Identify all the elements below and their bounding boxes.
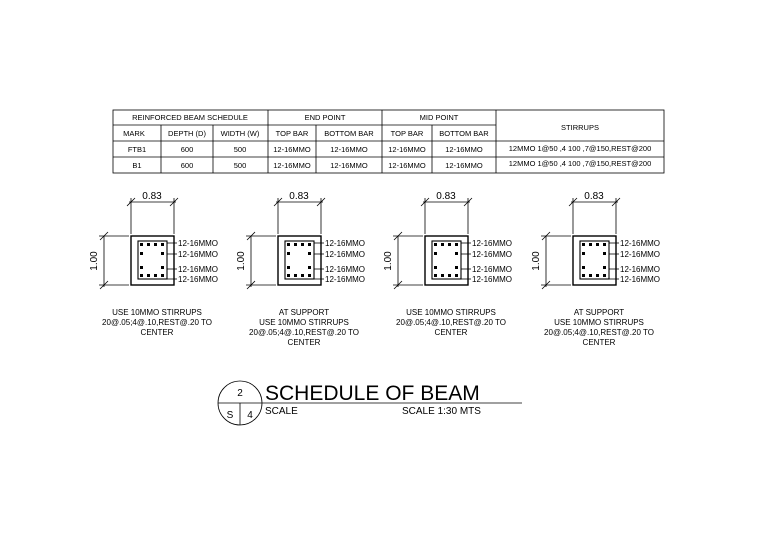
width-dimension: 0.83 xyxy=(584,191,604,202)
row-depth: 600 xyxy=(180,145,194,154)
svg-text:CENTER: CENTER xyxy=(434,328,468,337)
end-top-bar-header: TOP BAR xyxy=(275,129,309,138)
row-depth: 600 xyxy=(180,161,194,170)
section-note xyxy=(544,308,654,347)
mark-header: MARK xyxy=(123,129,145,138)
svg-text:20@.05;4@.10,REST@.20 TO: 20@.05;4@.10,REST@.20 TO xyxy=(249,328,359,337)
scale-label: SCALE xyxy=(265,406,298,417)
row-mark: FTB1 xyxy=(127,145,147,154)
beam-section-detail xyxy=(383,191,512,337)
rebar-dots xyxy=(287,243,311,277)
rebar-dots xyxy=(140,243,164,277)
bar-label: 12-16MMO xyxy=(178,275,219,284)
rebar-dots xyxy=(582,243,606,277)
svg-text:AT SUPPORT: AT SUPPORT xyxy=(278,308,330,317)
svg-text:USE 10MMO STIRRUPS: USE 10MMO STIRRUPS xyxy=(112,308,202,317)
svg-text:20@.05;4@.10,REST@.20 TO: 20@.05;4@.10,REST@.20 TO xyxy=(102,318,212,327)
width-header: WIDTH (W) xyxy=(220,129,260,138)
bar-label: 12-16MMO xyxy=(620,239,661,248)
bar-label: 12-16MMO xyxy=(325,250,366,259)
width-dimension: 0.83 xyxy=(142,191,162,202)
svg-text:USE 10MMO STIRRUPS: USE 10MMO STIRRUPS xyxy=(259,318,349,327)
section-note xyxy=(249,308,359,347)
scale-value: SCALE 1:30 MTS xyxy=(402,406,481,417)
table-row xyxy=(132,159,651,170)
section-note xyxy=(102,308,212,337)
width-dimension: 0.83 xyxy=(436,191,456,202)
row-stirrups: 12MMO 1@50 ,4 100 ,7@150,REST@200 xyxy=(508,144,652,153)
bar-label: 12-16MMO xyxy=(178,239,219,248)
svg-text:CENTER: CENTER xyxy=(140,328,174,337)
row-end-bottom: 12-16MMO xyxy=(330,161,368,170)
row-end-top: 12-16MMO xyxy=(273,145,311,154)
bar-label: 12-16MMO xyxy=(472,275,513,284)
title-block xyxy=(218,381,522,425)
mid-point-header: MID POINT xyxy=(419,113,459,122)
svg-text:CENTER: CENTER xyxy=(287,338,321,347)
row-mid-top: 12-16MMO xyxy=(388,145,426,154)
row-end-bottom: 12-16MMO xyxy=(330,145,368,154)
row-width: 500 xyxy=(233,161,247,170)
svg-text:20@.05;4@.10,REST@.20 TO: 20@.05;4@.10,REST@.20 TO xyxy=(396,318,506,327)
row-mid-bottom: 12-16MMO xyxy=(445,145,483,154)
bar-label: 12-16MMO xyxy=(325,275,366,284)
symbol-number: 2 xyxy=(237,388,243,399)
depth-dimension: 1.00 xyxy=(236,251,247,271)
bar-label: 12-16MMO xyxy=(325,265,366,274)
svg-text:USE 10MMO STIRRUPS: USE 10MMO STIRRUPS xyxy=(406,308,496,317)
row-stirrups: 12MMO 1@50 ,4 100 ,7@150,REST@200 xyxy=(508,159,652,168)
beam-section-detail xyxy=(236,191,365,347)
row-width: 500 xyxy=(233,145,247,154)
rebar-dots xyxy=(434,243,458,277)
symbol-sheet-number: 4 xyxy=(247,410,253,421)
symbol-letter: S xyxy=(226,410,234,421)
schedule-table xyxy=(123,113,651,170)
bar-label: 12-16MMO xyxy=(178,250,219,259)
bar-label: 12-16MMO xyxy=(472,250,513,259)
depth-dimension: 1.00 xyxy=(531,251,542,271)
bar-label: 12-16MMO xyxy=(620,275,661,284)
table-title: REINFORCED BEAM SCHEDULE xyxy=(132,113,248,122)
bar-label: 12-16MMO xyxy=(472,239,513,248)
beam-section-detail xyxy=(531,191,660,347)
svg-text:USE 10MMO STIRRUPS: USE 10MMO STIRRUPS xyxy=(554,318,644,327)
depth-header: DEPTH (D) xyxy=(168,129,206,138)
row-end-top: 12-16MMO xyxy=(273,161,311,170)
svg-text:20@.05;4@.10,REST@.20 TO: 20@.05;4@.10,REST@.20 TO xyxy=(544,328,654,337)
beam-section-detail xyxy=(89,191,218,337)
mid-top-bar-header: TOP BAR xyxy=(390,129,424,138)
row-mark: B1 xyxy=(132,161,142,170)
table-row xyxy=(128,144,651,154)
bar-label: 12-16MMO xyxy=(620,250,661,259)
end-bottom-bar-header: BOTTOM BAR xyxy=(324,129,374,138)
depth-dimension: 1.00 xyxy=(383,251,394,271)
row-mid-top: 12-16MMO xyxy=(388,161,426,170)
svg-text:CENTER: CENTER xyxy=(582,338,616,347)
drawing-title: SCHEDULE OF BEAM xyxy=(265,382,480,405)
section-note xyxy=(396,308,506,337)
bar-label: 12-16MMO xyxy=(178,265,219,274)
depth-dimension: 1.00 xyxy=(89,251,100,271)
bar-label: 12-16MMO xyxy=(325,239,366,248)
width-dimension: 0.83 xyxy=(289,191,309,202)
svg-text:AT SUPPORT: AT SUPPORT xyxy=(573,308,625,317)
row-mid-bottom: 12-16MMO xyxy=(445,161,483,170)
stirrups-header: STIRRUPS xyxy=(561,123,599,132)
bar-label: 12-16MMO xyxy=(620,265,661,274)
mid-bottom-bar-header: BOTTOM BAR xyxy=(439,129,489,138)
end-point-header: END POINT xyxy=(304,113,346,122)
bar-label: 12-16MMO xyxy=(472,265,513,274)
